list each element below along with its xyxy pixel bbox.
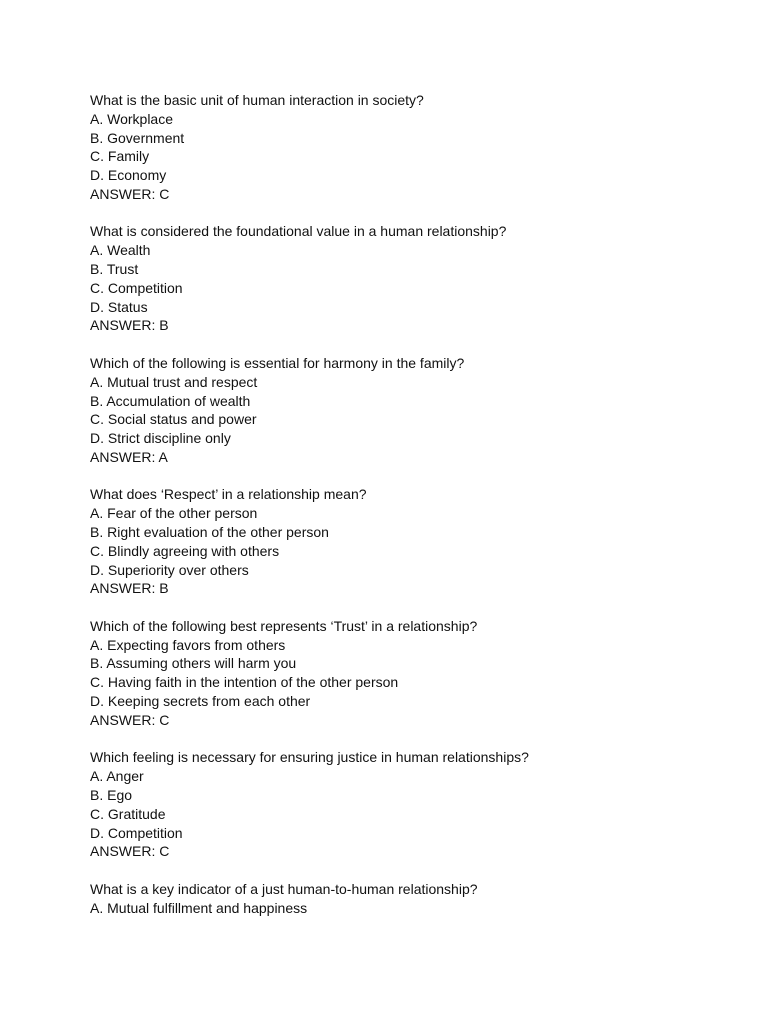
option-d: D. Strict discipline only — [90, 430, 231, 447]
option-a: A. Workplace — [90, 110, 173, 127]
question-text: Which feeling is necessary for ensuring justice in human relationships? — [90, 749, 529, 766]
option-b: B. Right evaluation of the other person — [90, 524, 329, 540]
option-c: C. Gratitude — [90, 805, 166, 822]
answer-text: ANSWER: C — [90, 185, 170, 202]
option-d: D. Economy — [90, 167, 167, 184]
option-a: A. Mutual fulfillment and happiness — [90, 899, 308, 916]
option-b: B. Trust — [90, 261, 139, 278]
question-block-2 — [90, 222, 730, 335]
option-a: A. Expecting favors from others — [90, 636, 286, 653]
question-text: What is the basic unit of human interaction in society? — [90, 92, 424, 108]
option-a: A. Anger — [90, 768, 144, 785]
option-d: D. Status — [90, 298, 148, 315]
question-block-3 — [90, 354, 730, 467]
answer-text: ANSWER: C — [90, 711, 170, 728]
question-text: What is considered the foundational value in a human relationship? — [90, 223, 507, 240]
question-block-5 — [90, 617, 730, 730]
question-block-1 — [90, 91, 730, 204]
option-b: B. Government — [90, 129, 185, 146]
answer-text: ANSWER: A — [90, 448, 168, 465]
option-d: D. Competition — [90, 824, 183, 841]
option-c: C. Competition — [90, 279, 183, 296]
question-block-6 — [90, 748, 730, 861]
option-b: B. Accumulation of wealth — [90, 392, 251, 409]
answer-text: ANSWER: B — [90, 317, 169, 334]
option-d: D. Keeping secrets from each other — [90, 693, 311, 710]
answer-text: ANSWER: C — [90, 843, 170, 860]
question-text: Which of the following best represents ‘Trust’ in a relationship? — [90, 617, 478, 634]
option-b: B. Ego — [90, 786, 133, 803]
option-a: A. Fear of the other person — [90, 505, 258, 522]
question-text: Which of the following is essential for harmony in the family? — [90, 354, 465, 371]
answer-text: ANSWER: B — [90, 580, 169, 597]
question-text: What does ‘Respect’ in a relationship mean? — [90, 486, 367, 503]
question-block-4 — [90, 485, 730, 598]
document-page — [90, 91, 730, 936]
option-a: A. Mutual trust and respect — [90, 373, 258, 390]
option-b: B. Assuming others will harm you — [90, 655, 297, 672]
option-a: A. Wealth — [90, 242, 151, 259]
question-text: What is a key indicator of a just human-to-human relationship? — [90, 880, 478, 897]
option-c: C. Social status and power — [90, 411, 257, 428]
question-block-7 — [90, 880, 730, 918]
option-c: C. Family — [90, 148, 150, 165]
option-c: C. Blindly agreeing with others — [90, 542, 280, 559]
option-d: D. Superiority over others — [90, 561, 249, 578]
option-c: C. Having faith in the intention of the other person — [90, 674, 399, 691]
